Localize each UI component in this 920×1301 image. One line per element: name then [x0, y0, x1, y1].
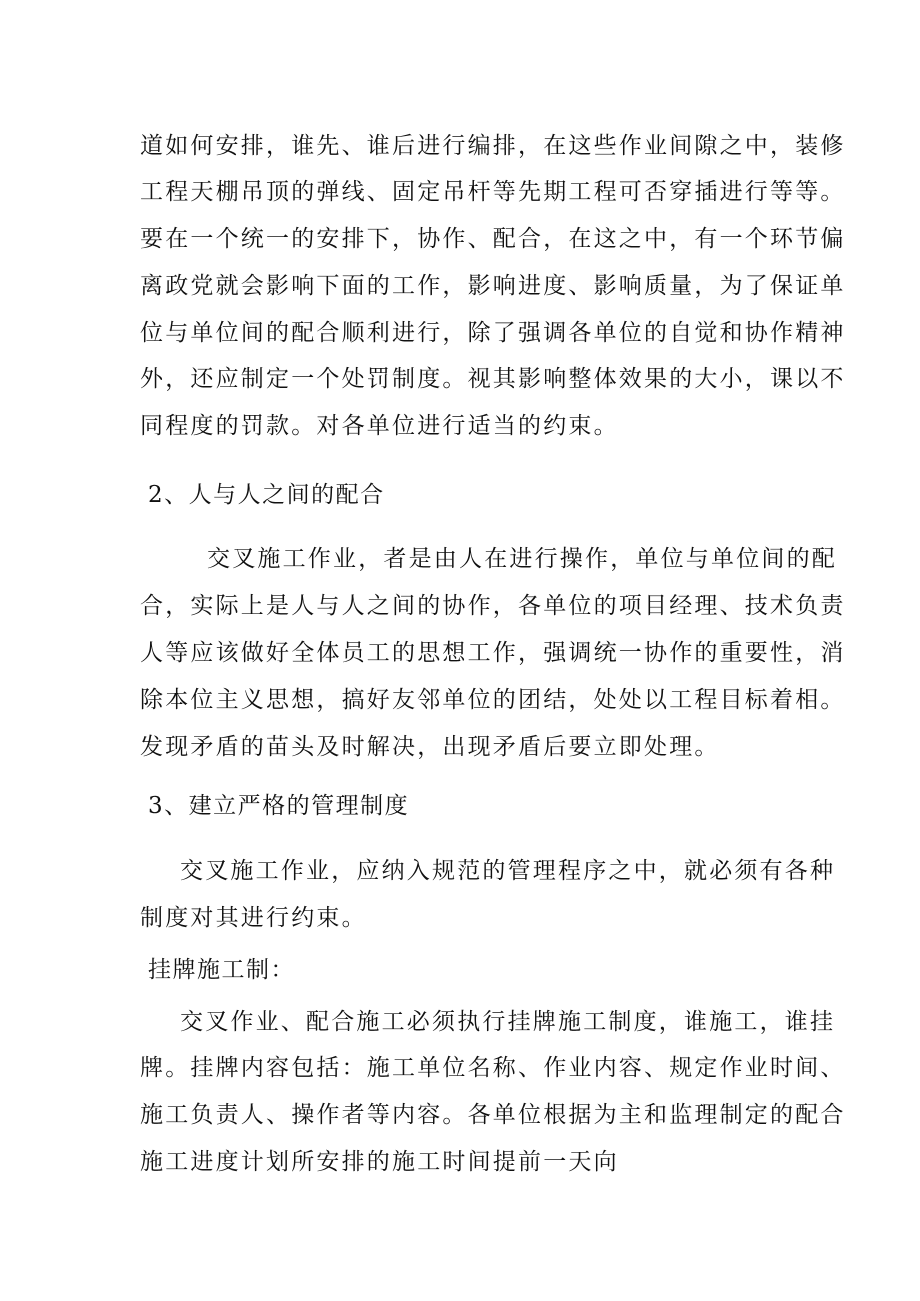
paragraph-line: 交叉施工作业，者是由人在进行操作，单位与单位间的配 — [207, 546, 837, 572]
paragraph-line: 施工进度计划所安排的施工时间提前一天向 — [140, 1149, 619, 1175]
paragraph-line: 交叉作业、配合施工必须执行挂牌施工制度，谁施工，谁挂 — [180, 1009, 836, 1035]
paragraph-line: 除本位主义思想，搞好友邻单位的团结，处处以工程目标着相。 — [140, 687, 846, 713]
subheading: 挂牌施工制： — [148, 957, 295, 983]
paragraph-line: 同程度的罚款。对各单位进行适当的约束。 — [140, 413, 619, 439]
paragraph-line: 合，实际上是人与人之间的协作，各单位的项目经理、技术负责 — [140, 593, 846, 619]
paragraph-line: 牌。挂牌内容包括：施工单位名称、作业内容、规定作业时间、 — [140, 1055, 846, 1081]
paragraph-line: 外，还应制定一个处罚制度。视其影响整体效果的大小，课以不 — [140, 366, 846, 392]
paragraph-line: 要在一个统一的安排下，协作、配合，在这之中，有一个环节偏 — [140, 226, 846, 252]
paragraph-line: 交叉施工作业，应纳入规范的管理程序之中，就必须有各种 — [180, 858, 836, 884]
paragraph-line: 制度对其进行约束。 — [140, 905, 367, 931]
section-heading: 2、人与人之间的配合 — [148, 482, 385, 508]
paragraph-line: 人等应该做好全体员工的思想工作，强调统一协作的重要性，消 — [140, 640, 846, 666]
section-heading: 3、建立严格的管理制度 — [148, 793, 410, 819]
paragraph-line: 施工负责人、操作者等内容。各单位根据为主和监理制定的配合 — [140, 1102, 846, 1128]
paragraph-line: 发现矛盾的苗头及时解决，出现矛盾后要立即处理。 — [140, 734, 720, 760]
paragraph-line: 离政党就会影响下面的工作，影响进度、影响质量，为了保证单 — [140, 273, 846, 299]
paragraph-line: 位与单位间的配合顺利进行，除了强调各单位的自觉和协作精神 — [140, 320, 846, 346]
paragraph-line: 道如何安排，谁先、谁后进行编排，在这些作业间隙之中，装修 — [140, 133, 846, 159]
paragraph-line: 工程天棚吊顶的弹线、固定吊杆等先期工程可否穿插进行等等。 — [140, 179, 846, 205]
